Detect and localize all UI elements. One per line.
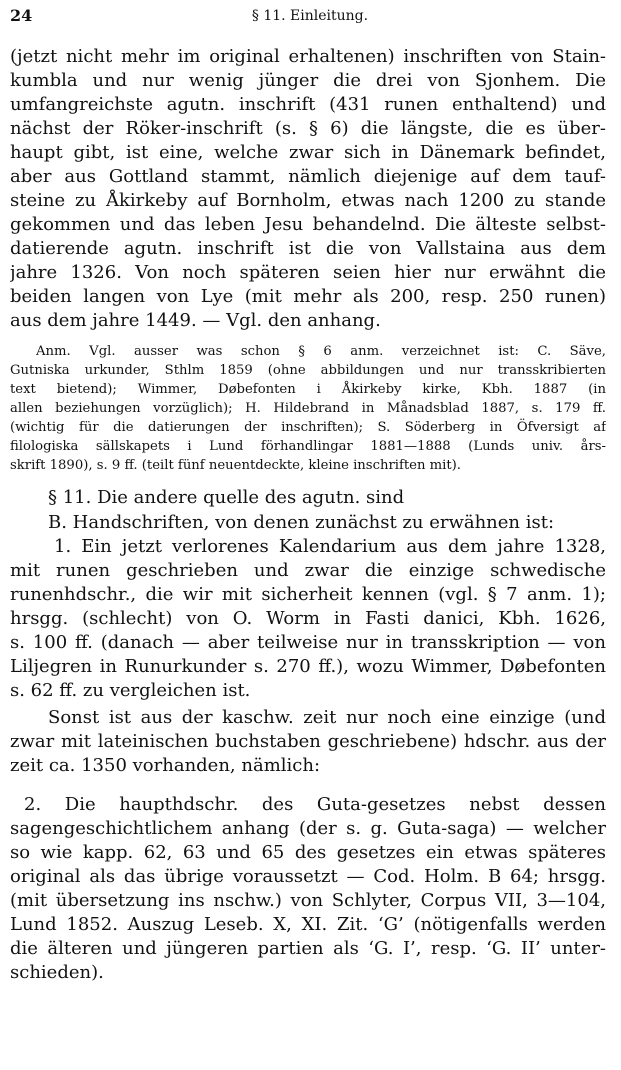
text-line: umfangreichste agutn. inschrift (431 runen enthaltend) und bbox=[10, 94, 606, 115]
running-title: § 11. Einleitung. bbox=[251, 8, 369, 24]
text-line: s. 100 ff. (danach — aber teilweise nur in transskription — von bbox=[10, 632, 606, 653]
text-line: schieden). bbox=[10, 962, 104, 983]
text-line: Liljegren in Runurkunder s. 270 ff.), wozu Wimmer, Døbefonten bbox=[10, 656, 606, 677]
text-line: so wie kapp. 62, 63 und 65 des gesetzes ein etwas späteres bbox=[10, 842, 606, 863]
text-line: die älteren und jüngeren partien als ‘G. I’, resp. ‘G. II’ unter- bbox=[10, 938, 606, 959]
note-line: skrift 1890), s. 9 ff. (teilt fünf neuentdeckte, kleine inschriften mit). bbox=[10, 458, 462, 473]
note-line: filologiska sällskapets i Lund förhandlingar 1881—1888 (Lunds univ. års- bbox=[10, 439, 606, 454]
text-line: runenhdschr., die wir mit sicherheit kennen (vgl. § 7 anm. 1); bbox=[10, 584, 606, 605]
section-heading: § 11. Die andere quelle des agutn. sind bbox=[48, 487, 405, 508]
text-line: haupt gibt, ist eine, welche zwar sich in Dänemark befindet, bbox=[10, 142, 606, 163]
text-line: aber aus Gottland stammt, nämlich diejenige auf dem tauf- bbox=[10, 166, 606, 187]
text-line: sagengeschichtlichem anhang (der s. g. Guta-saga) — welcher bbox=[10, 818, 606, 839]
text-line: gekommen und das leben Jesu behandelnd. Die älteste selbst- bbox=[10, 214, 606, 235]
text-line: zeit ca. 1350 vorhanden, nämlich: bbox=[10, 755, 321, 776]
text-line: (mit übersetzung ins nschw.) von Schlyter, Corpus VII, 3—104, bbox=[10, 890, 606, 911]
text-line: datierende agutn. inschrift ist die von Vallstaina aus dem bbox=[10, 238, 606, 259]
text-line: (jetzt nicht mehr im original erhaltenen) inschriften von Stain- bbox=[10, 46, 606, 67]
note-line: (wichtig für die datierungen der inschriften); S. Söderberg in Öfversigt af bbox=[10, 420, 606, 435]
text-line: zwar mit lateinischen buchstaben geschriebene) hdschr. aus der bbox=[10, 731, 606, 752]
text-line: Lund 1852. Auszug Leseb. X, XI. Zit. ‘G’ (nötigenfalls werden bbox=[10, 914, 606, 935]
text-line: beiden langen von Lye (mit mehr als 200, resp. 250 runen) bbox=[10, 286, 606, 307]
page-header bbox=[10, 6, 610, 28]
text-line: 2. Die haupthdschr. des Guta-gesetzes nebst dessen bbox=[24, 794, 606, 815]
text-line: s. 62 ff. zu vergleichen ist. bbox=[10, 680, 251, 701]
text-line: jahre 1326. Von noch späteren seien hier nur erwähnt die bbox=[10, 262, 606, 283]
text-line: nächst der Röker-inschrift (s. § 6) die längste, die es über- bbox=[10, 118, 606, 139]
text-line: Sonst ist aus der kaschw. zeit nur noch eine einzige (und bbox=[48, 707, 606, 728]
text-line: 1. Ein jetzt verlorenes Kalendarium aus dem jahre 1328, bbox=[54, 536, 606, 557]
note-line: allen beziehungen vorzüglich); H. Hildebrand in Månadsblad 1887, s. 179 ff. bbox=[10, 401, 606, 416]
text-line: kumbla und nur wenig jünger die drei von Sjonhem. Die bbox=[10, 70, 606, 91]
note-line: Anm. Vgl. ausser was schon § 6 anm. verzeichnet ist: C. Säve, bbox=[36, 344, 606, 359]
text-line: hrsgg. (schlecht) von O. Worm in Fasti danici, Kbh. 1626, bbox=[10, 608, 606, 629]
note-line: text bietend); Wimmer, Døbefonten i Åkirkeby kirke, Kbh. 1887 (in bbox=[10, 382, 606, 397]
text-line: steine zu Åkirkeby auf Bornholm, etwas nach 1200 zu stande bbox=[10, 190, 606, 211]
text-line: B. Handschriften, von denen zunächst zu erwähnen ist: bbox=[48, 512, 555, 533]
page-number: 24 bbox=[10, 6, 33, 25]
text-line: aus dem jahre 1449. — Vgl. den anhang. bbox=[10, 310, 381, 331]
text-line: mit runen geschrieben und zwar die einzige schwedische bbox=[10, 560, 606, 581]
text-line: original als das übrige voraussetzt — Cod. Holm. B 64; hrsgg. bbox=[10, 866, 606, 887]
note-line: Gutniska urkunder, Sthlm 1859 (ohne abbildungen und nur transskribierten bbox=[10, 363, 606, 378]
